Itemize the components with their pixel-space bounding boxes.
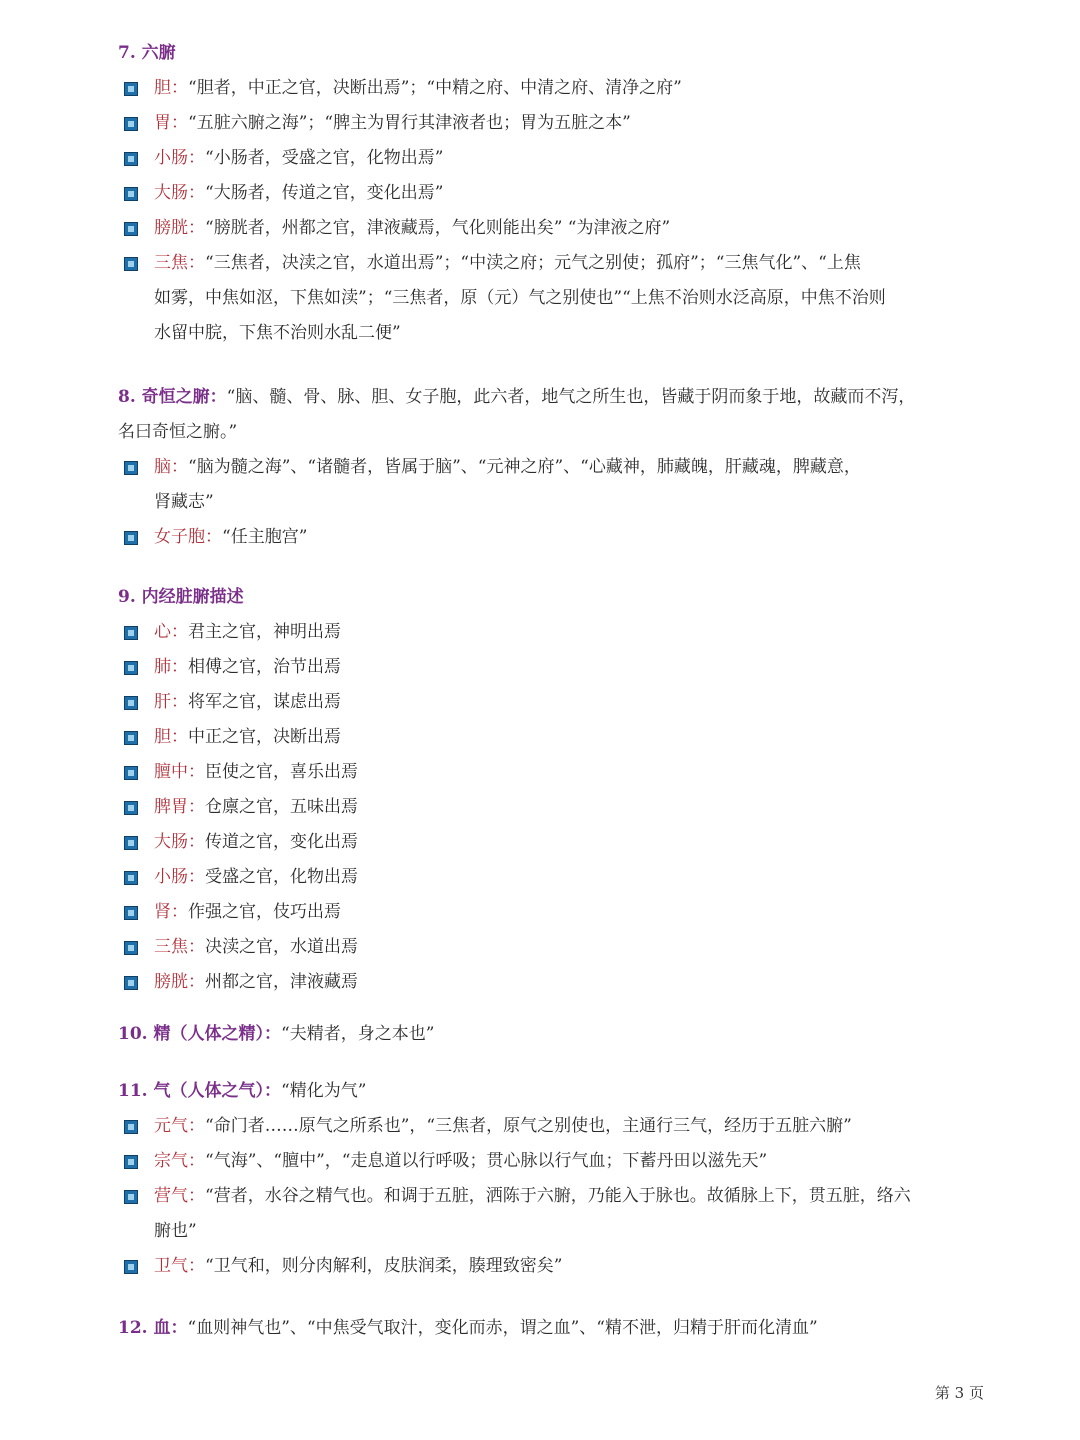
list-item	[118, 965, 998, 1000]
item-text: 州都之官，津液藏焉	[205, 972, 358, 992]
item-text: “命门者……原气之所系也”，“三焦者，原气之别使也，主通行三气，经历于五脏六腑”	[205, 1116, 852, 1136]
section-7-title: 7. 六腑	[118, 43, 176, 63]
list-item	[118, 860, 998, 895]
list-item	[118, 211, 998, 246]
page-number: 第 3 页	[934, 1384, 984, 1402]
list-item	[118, 141, 998, 176]
square-bullet-icon	[124, 731, 138, 745]
item-text: “营者，水谷之精气也。和调于五脏，洒陈于六腑，乃能入于脉也。故循脉上下，贯五脏，络六	[205, 1186, 911, 1206]
list-item	[118, 520, 998, 555]
square-bullet-icon	[124, 976, 138, 990]
list-item	[118, 1144, 998, 1179]
square-bullet-icon	[124, 222, 138, 236]
list-item	[118, 1249, 998, 1284]
item-label: 宗气：	[154, 1151, 205, 1171]
item-text: “胆者，中正之官，决断出焉”；“中精之府、中清之府、清净之府”	[188, 78, 682, 98]
item-text: “脑为髓之海”、“诸髓者，皆属于脑”、“元神之府”、“心藏神，肺藏魄，肝藏魂，脾藏意，	[188, 457, 861, 477]
list-item-continuation	[118, 1214, 998, 1249]
item-text: 决渎之官，水道出焉	[205, 937, 358, 957]
square-bullet-icon	[124, 187, 138, 201]
item-label: 胆：	[154, 727, 188, 747]
section-12-text: “血则神气也”、“中焦受气取汁，变化而赤，谓之血”、“精不泄，归精于肝而化清血”	[187, 1318, 818, 1338]
square-bullet-icon	[124, 836, 138, 850]
list-item	[118, 720, 998, 755]
square-bullet-icon	[124, 531, 138, 545]
item-text: 臣使之官，喜乐出焉	[205, 762, 358, 782]
square-bullet-icon	[124, 906, 138, 920]
section-12-title: 12. 血：	[118, 1318, 188, 1338]
section-8-text-line: “脑、髓、骨、脉、胆、女子胞，此六者，地气之所生也，皆藏于阴而象于地，故藏而不泻，	[226, 387, 916, 407]
item-text: 中正之官，决断出焉	[188, 727, 341, 747]
square-bullet-icon	[124, 941, 138, 955]
item-label: 肾：	[154, 902, 188, 922]
square-bullet-icon	[124, 766, 138, 780]
item-label: 小肠：	[154, 867, 205, 887]
item-label: 肝：	[154, 692, 188, 712]
list-item	[118, 176, 998, 211]
item-text: “膀胱者，州都之官，津液藏焉，气化则能出矣” “为津液之府”	[205, 218, 671, 238]
item-label: 元气：	[154, 1116, 205, 1136]
square-bullet-icon	[124, 661, 138, 675]
item-label: 膻中：	[154, 762, 205, 782]
section-11-text: “精化为气”	[281, 1081, 367, 1101]
list-item	[118, 1109, 998, 1144]
square-bullet-icon	[124, 1260, 138, 1274]
list-item	[118, 106, 998, 141]
item-text: 如雾，中焦如沤，下焦如渎”；“三焦者，原（元）气之别使也”“上焦不治则水泛高原，中焦不治则	[154, 288, 886, 308]
item-label: 膀胱：	[154, 218, 205, 238]
item-label: 肺：	[154, 657, 188, 677]
list-item	[118, 1179, 998, 1214]
list-item	[118, 71, 998, 106]
list-item	[118, 246, 998, 281]
item-text: 受盛之官，化物出焉	[205, 867, 358, 887]
list-item	[118, 685, 998, 720]
item-label: 卫气：	[154, 1256, 205, 1276]
item-text: 相傅之官，治节出焉	[188, 657, 341, 677]
list-item-continuation	[118, 485, 998, 520]
item-label: 胃：	[154, 113, 188, 133]
list-item-continuation	[118, 316, 998, 351]
section-10-title: 10. 精（人体之精）：	[118, 1024, 281, 1044]
list-item-continuation	[118, 281, 998, 316]
list-item	[118, 450, 998, 485]
item-label: 小肠：	[154, 148, 205, 168]
item-text: “五脏六腑之海”；“脾主为胃行其津液者也；胃为五脏之本”	[188, 113, 631, 133]
section-11	[118, 1074, 998, 1284]
square-bullet-icon	[124, 117, 138, 131]
item-text: 水留中脘，下焦不治则水乱二便”	[154, 323, 401, 343]
section-9-title: 9. 内经脏腑描述	[118, 587, 244, 607]
list-item	[118, 755, 998, 790]
item-label: 大肠：	[154, 183, 205, 203]
list-item	[118, 825, 998, 860]
item-label: 膀胱：	[154, 972, 205, 992]
item-label: 心：	[154, 622, 188, 642]
item-text: 肾藏志”	[154, 492, 214, 512]
square-bullet-icon	[124, 1120, 138, 1134]
square-bullet-icon	[124, 801, 138, 815]
item-label: 三焦：	[154, 937, 205, 957]
section-10	[118, 1017, 998, 1052]
square-bullet-icon	[124, 696, 138, 710]
item-label: 大肠：	[154, 832, 205, 852]
list-item	[118, 650, 998, 685]
item-label: 胆：	[154, 78, 188, 98]
list-item	[118, 930, 998, 965]
section-8-title: 8. 奇恒之腑：	[118, 387, 227, 407]
section-11-title: 11. 气（人体之气）：	[118, 1081, 281, 1101]
item-text: “卫气和，则分肉解利，皮肤润柔，腠理致密矣”	[205, 1256, 563, 1276]
item-text: 将军之官，谋虑出焉	[188, 692, 341, 712]
section-7	[118, 36, 998, 351]
item-text: “气海”、“膻中”，“走息道以行呼吸；贯心脉以行气血；下蓄丹田以滋先天”	[205, 1151, 768, 1171]
list-item	[118, 790, 998, 825]
item-text: 传道之官，变化出焉	[205, 832, 358, 852]
item-text: 君主之官，神明出焉	[188, 622, 341, 642]
square-bullet-icon	[124, 1155, 138, 1169]
list-item	[118, 895, 998, 930]
section-9	[118, 580, 998, 1000]
square-bullet-icon	[124, 871, 138, 885]
item-label: 女子胞：	[154, 527, 222, 547]
square-bullet-icon	[124, 1190, 138, 1204]
item-label: 脾胃：	[154, 797, 205, 817]
square-bullet-icon	[124, 461, 138, 475]
item-text: “大肠者，传道之官，变化出焉”	[205, 183, 444, 203]
section-8-text-line: 名曰奇恒之腑。”	[118, 422, 238, 442]
item-text: “任主胞宫”	[222, 527, 308, 547]
item-text: 仓廪之官，五味出焉	[205, 797, 358, 817]
section-8	[118, 380, 998, 555]
item-text: “小肠者，受盛之官，化物出焉”	[205, 148, 444, 168]
item-text: 作强之官，伎巧出焉	[188, 902, 341, 922]
list-item	[118, 615, 998, 650]
section-12	[118, 1311, 998, 1346]
item-text: “三焦者，决渎之官，水道出焉”；“中渎之府；元气之别使；孤府”；“三焦气化”、“上焦	[205, 253, 861, 273]
item-label: 脑：	[154, 457, 188, 477]
item-label: 营气：	[154, 1186, 205, 1206]
item-text: 腑也”	[154, 1221, 197, 1241]
section-10-text: “夫精者，身之本也”	[281, 1024, 435, 1044]
item-label: 三焦：	[154, 253, 205, 273]
square-bullet-icon	[124, 82, 138, 96]
square-bullet-icon	[124, 257, 138, 271]
square-bullet-icon	[124, 152, 138, 166]
square-bullet-icon	[124, 626, 138, 640]
